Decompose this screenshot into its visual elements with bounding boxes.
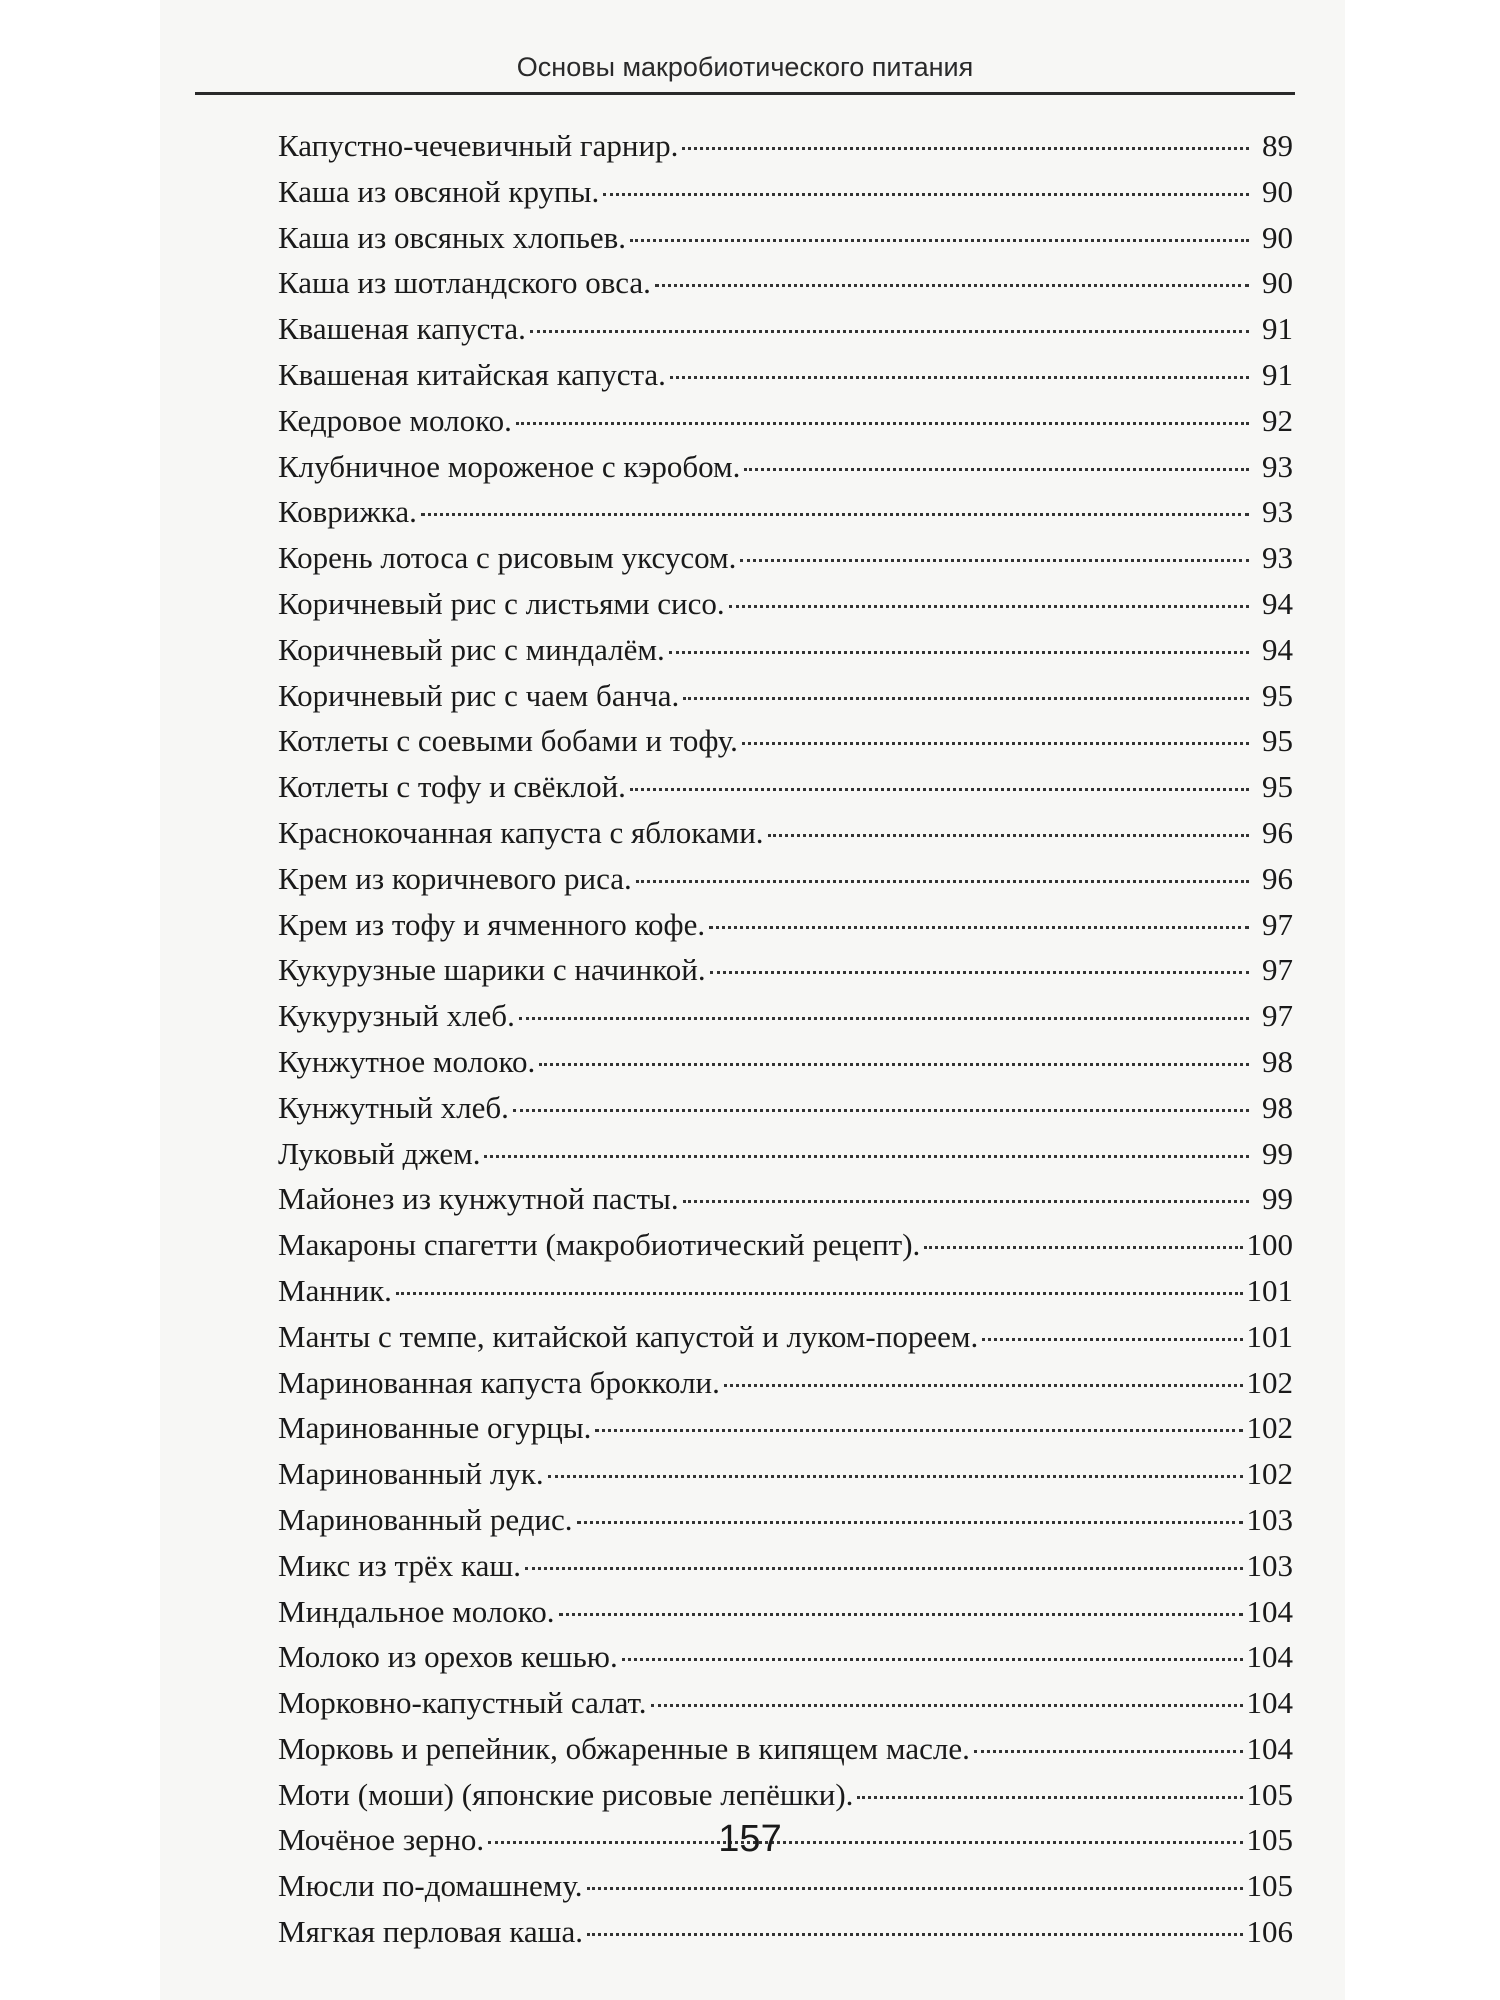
dot-leader	[577, 1521, 1243, 1524]
toc-entry	[278, 902, 1293, 948]
toc-entry-title: Маринованный лук.	[278, 1456, 544, 1492]
dot-leader	[513, 1109, 1249, 1112]
toc-entry-title: Котлеты с соевыми бобами и тофу.	[278, 723, 738, 759]
toc-entry	[278, 1863, 1293, 1909]
toc-entry-page: 105	[1246, 1822, 1293, 1858]
dot-leader	[682, 147, 1249, 150]
toc-entry-page: 105	[1246, 1868, 1293, 1904]
toc-entry-title: Каша из овсяной крупы.	[278, 173, 600, 209]
toc-entry-title: Корень лотоса с рисовым уксусом.	[278, 540, 737, 576]
dot-leader	[670, 376, 1249, 379]
toc-entry-title: Крем из коричневого риса.	[278, 860, 632, 896]
toc-entry-page: 99	[1262, 1135, 1293, 1171]
toc-entry-title: Коричневый рис с миндалём.	[278, 631, 665, 667]
dot-leader	[622, 1658, 1243, 1661]
toc-entry-title: Коричневый рис с чаем банча.	[278, 677, 680, 713]
dot-leader	[525, 1567, 1243, 1570]
dot-leader	[559, 1613, 1243, 1616]
dot-leader	[519, 1017, 1249, 1020]
dot-leader	[729, 605, 1249, 608]
toc-entry	[278, 1268, 1293, 1314]
toc-entry-title: Кукурузные шарики с начинкой.	[278, 952, 706, 988]
toc-entry-title: Коврижка.	[278, 494, 417, 530]
toc-entry-title: Котлеты с тофу и свёклой.	[278, 769, 626, 805]
toc-entry-page: 96	[1262, 814, 1293, 850]
toc-entry	[278, 215, 1293, 261]
toc-entry	[278, 627, 1293, 673]
toc-entry	[278, 764, 1293, 810]
toc-entry-title: Моти (моши) (японские рисовые лепёшки).	[278, 1776, 854, 1812]
toc-entry-title: Клубничное мороженое с кэробом.	[278, 448, 741, 484]
toc-entry-title: Маринованная капуста брокколи.	[278, 1364, 720, 1400]
toc-entry-title: Маринованный редис.	[278, 1501, 573, 1537]
toc-entry	[278, 1085, 1293, 1131]
toc-entry-page: 103	[1246, 1547, 1293, 1583]
toc-entry	[278, 1726, 1293, 1772]
toc-entry	[278, 1451, 1293, 1497]
toc-entry	[278, 352, 1293, 398]
toc-entry-title: Мягкая перловая каша.	[278, 1914, 584, 1950]
toc-entry-page: 102	[1246, 1456, 1293, 1492]
toc-entry	[278, 718, 1293, 764]
dot-leader	[484, 1155, 1249, 1158]
dot-leader	[548, 1475, 1243, 1478]
dot-leader	[539, 1063, 1249, 1066]
toc-entry	[278, 1360, 1293, 1406]
dot-leader	[587, 1887, 1243, 1890]
dot-leader	[924, 1246, 1242, 1249]
toc-entry-page: 94	[1262, 631, 1293, 667]
toc-entry-title: Кукурузный хлеб.	[278, 998, 515, 1034]
toc-entry-page: 102	[1246, 1410, 1293, 1446]
toc-entry-page: 91	[1262, 311, 1293, 347]
toc-entry	[278, 1039, 1293, 1085]
toc-entry-page: 101	[1246, 1272, 1293, 1308]
toc-entry-page: 103	[1246, 1501, 1293, 1537]
dot-leader	[655, 284, 1249, 287]
dot-leader	[603, 193, 1249, 196]
toc-entry	[278, 398, 1293, 444]
toc-entry	[278, 1405, 1293, 1451]
toc-entry-title: Миндальное молоко.	[278, 1593, 555, 1629]
toc-entry	[278, 1680, 1293, 1726]
table-of-contents	[278, 123, 1293, 1955]
toc-entry-title: Мюсли по-домашнему.	[278, 1868, 583, 1904]
toc-entry-page: 101	[1246, 1318, 1293, 1354]
toc-entry-page: 90	[1262, 219, 1293, 255]
toc-entry	[278, 856, 1293, 902]
toc-entry-page: 90	[1262, 173, 1293, 209]
toc-entry-page: 94	[1262, 585, 1293, 621]
toc-entry-page: 95	[1262, 723, 1293, 759]
toc-entry-page: 96	[1262, 860, 1293, 896]
toc-entry-title: Майонез из кунжутной пасты.	[278, 1181, 679, 1217]
toc-entry-page: 105	[1246, 1776, 1293, 1812]
dot-leader	[744, 468, 1249, 471]
toc-entry	[278, 1222, 1293, 1268]
toc-entry-page: 92	[1262, 402, 1293, 438]
dot-leader	[651, 1704, 1243, 1707]
dot-leader	[710, 971, 1249, 974]
toc-entry	[278, 1909, 1293, 1955]
toc-entry-title: Макароны спагетти (макробиотический рецепт).	[278, 1227, 921, 1263]
toc-entry-page: 98	[1262, 1089, 1293, 1125]
dot-leader	[974, 1750, 1243, 1753]
toc-entry-title: Квашеная китайская капуста.	[278, 356, 666, 392]
toc-entry-page: 93	[1262, 494, 1293, 530]
toc-entry	[278, 1772, 1293, 1818]
toc-entry-title: Микс из трёх каш.	[278, 1547, 521, 1583]
toc-entry-title: Маринованные огурцы.	[278, 1410, 592, 1446]
toc-entry-title: Капустно-чечевичный гарнир.	[278, 128, 679, 163]
toc-entry-title: Коричневый рис с листьями сисо.	[278, 585, 725, 621]
toc-entry	[278, 260, 1293, 306]
toc-entry-page: 106	[1246, 1914, 1293, 1950]
page-number: 157	[718, 1818, 782, 1860]
dot-leader	[595, 1429, 1242, 1432]
toc-entry	[278, 581, 1293, 627]
dot-leader	[768, 834, 1249, 837]
toc-entry	[278, 489, 1293, 535]
toc-entry-title: Кунжутный хлеб.	[278, 1089, 509, 1125]
toc-entry-title: Манник.	[278, 1272, 392, 1308]
toc-entry	[278, 306, 1293, 352]
dot-leader	[669, 651, 1249, 654]
toc-entry	[278, 673, 1293, 719]
toc-entry	[278, 947, 1293, 993]
dot-leader	[396, 1292, 1243, 1295]
dot-leader	[742, 742, 1249, 745]
toc-entry	[278, 1176, 1293, 1222]
toc-entry	[278, 1131, 1293, 1177]
dot-leader	[587, 1933, 1242, 1936]
toc-entry-title: Кунжутное молоко.	[278, 1043, 536, 1079]
dot-leader	[709, 926, 1249, 929]
toc-entry-page: 97	[1262, 952, 1293, 988]
toc-entry-title: Мочёное зерно.	[278, 1822, 485, 1858]
toc-entry-page: 98	[1262, 1043, 1293, 1079]
toc-entry	[278, 1543, 1293, 1589]
toc-entry	[278, 535, 1293, 581]
dot-leader	[740, 559, 1249, 562]
toc-entry-page: 93	[1262, 540, 1293, 576]
toc-entry-page: 104	[1246, 1730, 1293, 1766]
dot-leader	[636, 880, 1249, 883]
dot-leader	[724, 1384, 1243, 1387]
toc-entry	[278, 444, 1293, 490]
toc-entry-title: Морковь и репейник, обжаренные в кипящем масле.	[278, 1730, 970, 1766]
toc-entry-title: Краснокочанная капуста с яблоками.	[278, 814, 764, 850]
dot-leader	[630, 239, 1249, 242]
toc-entry-title: Морковно-капустный салат.	[278, 1685, 647, 1721]
toc-entry-page: 100	[1246, 1227, 1293, 1263]
dot-leader	[530, 330, 1249, 333]
dot-leader	[857, 1796, 1242, 1799]
toc-entry-title: Каша из шотландского овса.	[278, 265, 651, 301]
toc-entry-page: 89	[1262, 128, 1293, 163]
dot-leader	[630, 788, 1249, 791]
toc-entry-title: Луковый джем.	[278, 1135, 481, 1171]
dot-leader	[683, 1200, 1249, 1203]
toc-entry-page: 90	[1262, 265, 1293, 301]
dot-leader	[421, 513, 1249, 516]
toc-entry-page: 102	[1246, 1364, 1293, 1400]
running-header: Основы макробиотического питания	[516, 52, 974, 82]
toc-entry	[278, 1497, 1293, 1543]
toc-entry-page: 91	[1262, 356, 1293, 392]
toc-entry-title: Крем из тофу и ячменного кофе.	[278, 906, 706, 942]
toc-entry	[278, 169, 1293, 215]
toc-entry-page: 99	[1262, 1181, 1293, 1217]
toc-entry-page: 104	[1246, 1685, 1293, 1721]
dot-leader	[982, 1338, 1242, 1341]
toc-entry-title: Манты с темпе, китайской капустой и луком-пореем.	[278, 1318, 979, 1354]
toc-entry-page: 97	[1262, 998, 1293, 1034]
toc-entry-page: 104	[1246, 1593, 1293, 1629]
toc-entry-page: 93	[1262, 448, 1293, 484]
toc-entry-page: 95	[1262, 769, 1293, 805]
toc-entry-page: 95	[1262, 677, 1293, 713]
toc-entry-title: Квашеная капуста.	[278, 311, 526, 347]
toc-entry-page: 104	[1246, 1639, 1293, 1675]
toc-entry-title: Каша из овсяных хлопьев.	[278, 219, 626, 255]
toc-entry-page: 97	[1262, 906, 1293, 942]
dot-leader	[683, 697, 1249, 700]
toc-entry	[278, 993, 1293, 1039]
toc-entry	[278, 123, 1293, 169]
toc-entry-title: Кедровое молоко.	[278, 402, 512, 438]
header-rule	[195, 92, 1295, 95]
dot-leader	[516, 422, 1249, 425]
toc-entry	[278, 1634, 1293, 1680]
toc-entry	[278, 1314, 1293, 1360]
toc-entry	[278, 1589, 1293, 1635]
toc-entry-title: Молоко из орехов кешью.	[278, 1639, 618, 1675]
toc-entry	[278, 810, 1293, 856]
